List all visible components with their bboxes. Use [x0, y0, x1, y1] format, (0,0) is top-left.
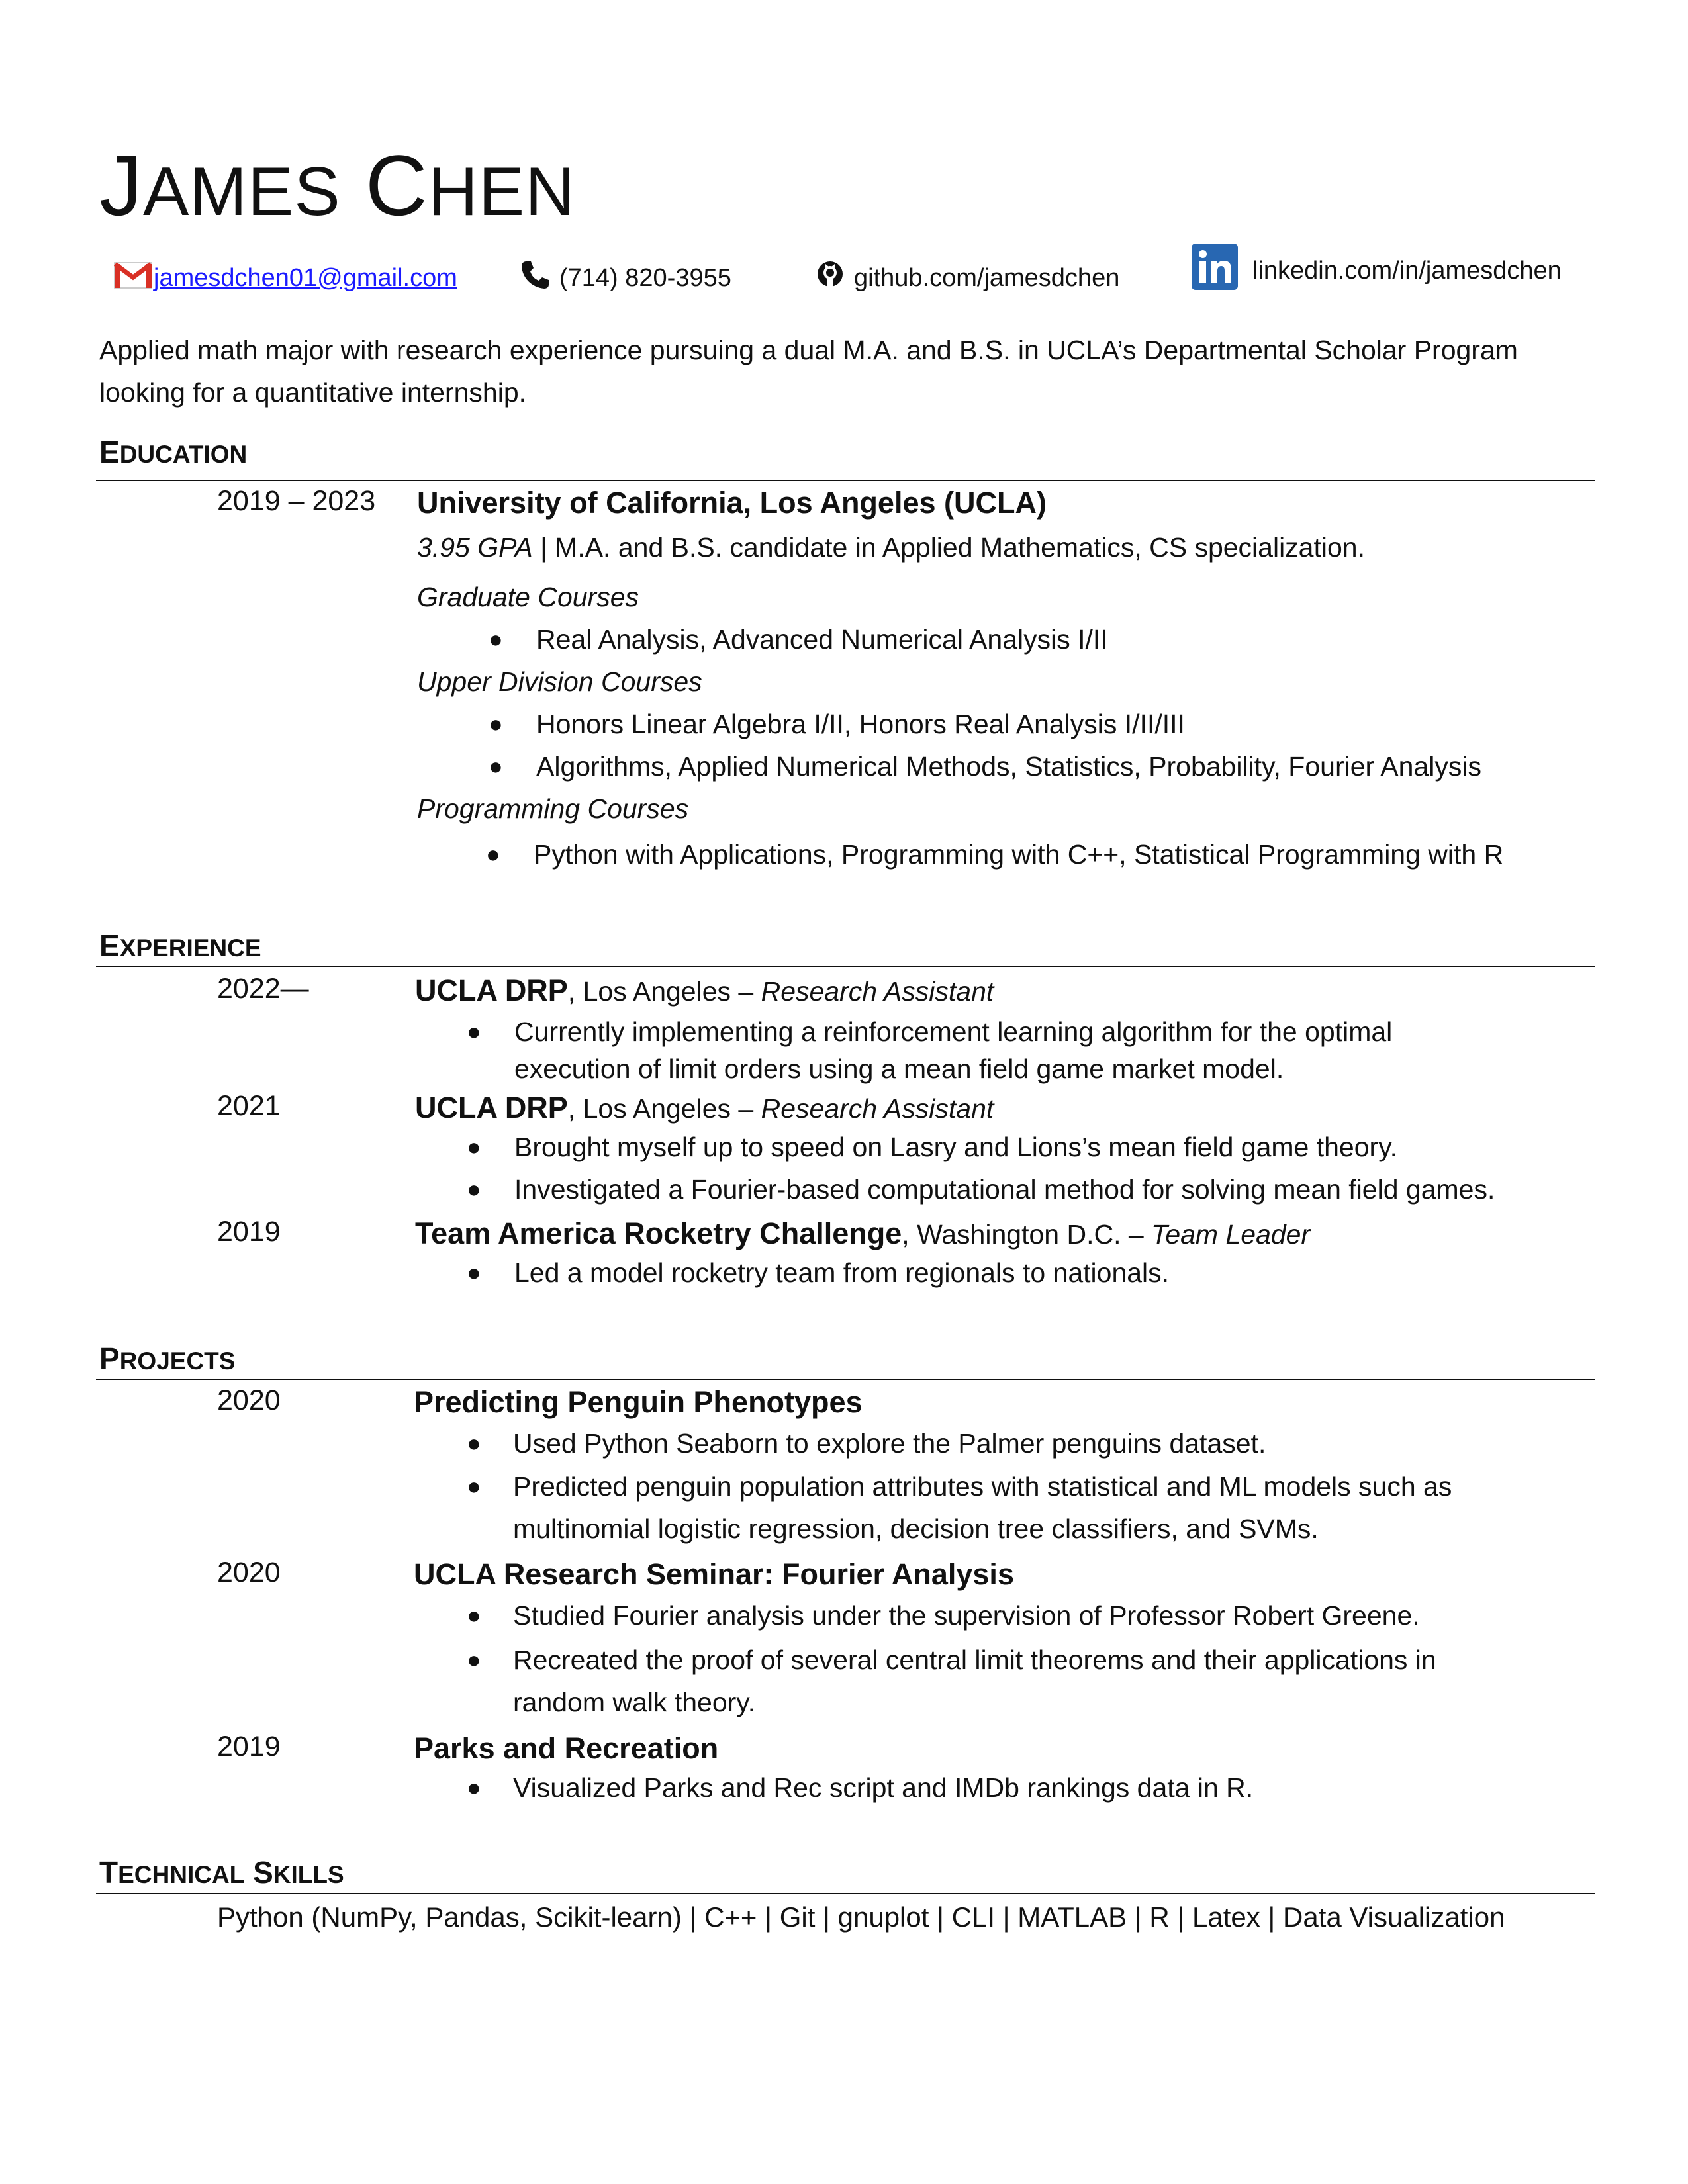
bullet-dot: ●	[489, 710, 503, 737]
bullet-dot: ●	[467, 1133, 481, 1160]
gpa: 3.95 GPA	[417, 532, 533, 563]
name-initial-last: C	[365, 137, 428, 234]
bullet-dot: ●	[486, 841, 500, 868]
programming-course-item: Python with Applications, Programming with C++, Statistical Programming with R	[534, 839, 1504, 870]
github-icon	[816, 260, 845, 296]
bullet-dot: ●	[467, 1646, 481, 1673]
bullet-dot: ●	[467, 1175, 481, 1203]
upper-course-item: Honors Linear Algebra I/II, Honors Real Analysis I/II/III	[536, 709, 1185, 739]
experience-bullet: Led a model rocketry team from regionals to nationals.	[514, 1257, 1170, 1288]
bullet-dot: ●	[489, 625, 503, 653]
experience-title-line	[415, 1216, 1310, 1251]
email-link[interactable]: jamesdchen01@gmail.com	[154, 263, 457, 292]
experience-location: , Los Angeles –	[567, 1093, 761, 1124]
experience-bullet-continuation: execution of limit orders using a mean field game market model.	[514, 1054, 1284, 1084]
school-name: University of California, Los Angeles (UCLA)	[417, 486, 1047, 520]
linkedin-icon	[1192, 244, 1238, 296]
education-heading	[99, 434, 247, 470]
skills-list: Python (NumPy, Pandas, Scikit-learn) | C++ | Git | gnuplot | CLI | MATLAB | R | Latex | Data Visualization	[217, 1901, 1505, 1933]
experience-location: , Los Angeles –	[567, 976, 761, 1007]
name-initial-first: J	[99, 137, 143, 234]
name-rest-first: AMES	[143, 154, 341, 230]
experience-heading-initial: E	[99, 929, 120, 963]
skills-rule	[96, 1893, 1595, 1894]
github-url: github.com/jamesdchen	[854, 263, 1120, 292]
experience-year: 2019	[217, 1216, 281, 1248]
project-year: 2019	[217, 1731, 281, 1762]
contact-phone[interactable]	[520, 258, 731, 298]
experience-title-line	[415, 1090, 994, 1126]
education-rule	[96, 480, 1595, 481]
project-bullet-continuation: random walk theory.	[513, 1687, 756, 1717]
experience-location: , Washington D.C. –	[902, 1219, 1152, 1250]
projects-heading-rest: ROJECTS	[119, 1347, 236, 1375]
phone-number: (714) 820-3955	[559, 263, 731, 292]
bullet-dot: ●	[467, 1430, 481, 1457]
project-bullet: Studied Fourier analysis under the supervision of Professor Robert Greene.	[513, 1600, 1420, 1631]
experience-rule	[96, 966, 1595, 967]
bullet-dot: ●	[467, 1774, 481, 1801]
projects-heading	[99, 1341, 235, 1377]
experience-year: 2021	[217, 1090, 281, 1122]
project-bullet: Predicted penguin population attributes with statistical and ML models such as	[513, 1471, 1452, 1502]
experience-bullet: Brought myself up to speed on Lasry and Lions’s mean field game theory.	[514, 1132, 1398, 1162]
project-year: 2020	[217, 1557, 281, 1588]
bullet-dot: ●	[467, 1259, 481, 1286]
experience-role: Research Assistant	[761, 976, 994, 1007]
experience-org: Team America Rocketry Challenge	[415, 1216, 902, 1250]
candidate-name	[99, 137, 576, 234]
experience-role: Team Leader	[1151, 1219, 1311, 1250]
programming-courses-label: Programming Courses	[417, 794, 689, 824]
project-bullet-continuation: multinomial logistic regression, decision tree classifiers, and SVMs.	[513, 1514, 1319, 1544]
education-years: 2019 – 2023	[217, 485, 376, 517]
project-title: Parks and Recreation	[414, 1731, 719, 1765]
projects-heading-initial: P	[99, 1342, 120, 1376]
linkedin-url: linkedin.com/in/jamesdchen	[1252, 256, 1562, 285]
experience-heading	[99, 928, 261, 964]
project-year: 2020	[217, 1385, 281, 1416]
experience-bullet: Investigated a Fourier-based computational method for solving mean field games.	[514, 1174, 1495, 1205]
upper-course-item: Algorithms, Applied Numerical Methods, Statistics, Probability, Fourier Analysis	[536, 751, 1481, 782]
skills-heading	[99, 1854, 344, 1890]
projects-rule	[96, 1379, 1595, 1380]
project-bullet: Visualized Parks and Rec script and IMDb rankings data in R.	[513, 1772, 1254, 1803]
summary: Applied math major with research experience pursuing a dual M.A. and B.S. in UCLA’s Departmental Scholar Program looking for a quantitative internship.	[99, 335, 1518, 408]
experience-year: 2022—	[217, 973, 309, 1005]
skills-heading-rest-1: ECHNICAL	[118, 1861, 245, 1888]
project-bullet: Used Python Seaborn to explore the Palmer penguins dataset.	[513, 1428, 1266, 1459]
degree: | M.A. and B.S. candidate in Applied Mathematics, CS specialization.	[532, 532, 1365, 563]
upper-courses-label: Upper Division Courses	[417, 666, 702, 697]
graduate-course-item: Real Analysis, Advanced Numerical Analysis I/II	[536, 624, 1108, 655]
experience-org: UCLA DRP	[415, 1091, 568, 1124]
bullet-dot: ●	[489, 752, 503, 780]
project-bullet: Recreated the proof of several central limit theorems and their applications in	[513, 1645, 1436, 1675]
project-title: Predicting Penguin Phenotypes	[414, 1385, 863, 1419]
experience-bullet: Currently implementing a reinforcement learning algorithm for the optimal	[514, 1017, 1393, 1047]
experience-title-line	[415, 973, 994, 1009]
education-heading-rest: DUCATION	[119, 441, 248, 468]
contact-github[interactable]	[816, 258, 1119, 298]
bullet-dot: ●	[467, 1602, 481, 1629]
project-title: UCLA Research Seminar: Fourier Analysis	[414, 1557, 1014, 1591]
contact-email[interactable]	[114, 258, 457, 298]
gpa-degree-line	[417, 531, 1365, 564]
skills-heading-initial-1: T	[99, 1855, 118, 1889]
graduate-courses-label: Graduate Courses	[417, 582, 639, 612]
experience-org: UCLA DRP	[415, 974, 568, 1007]
bullet-dot: ●	[467, 1473, 481, 1500]
gmail-icon	[114, 260, 152, 296]
skills-heading-rest-2: KILLS	[273, 1861, 344, 1888]
skills-heading-initial-2: S	[253, 1855, 273, 1889]
experience-heading-rest: XPERIENCE	[119, 934, 261, 962]
name-rest-last: HEN	[428, 154, 576, 230]
experience-role: Research Assistant	[761, 1093, 994, 1124]
contact-linkedin[interactable]	[1192, 244, 1562, 283]
phone-icon	[520, 259, 550, 296]
education-heading-initial: E	[99, 435, 120, 469]
bullet-dot: ●	[467, 1018, 481, 1045]
